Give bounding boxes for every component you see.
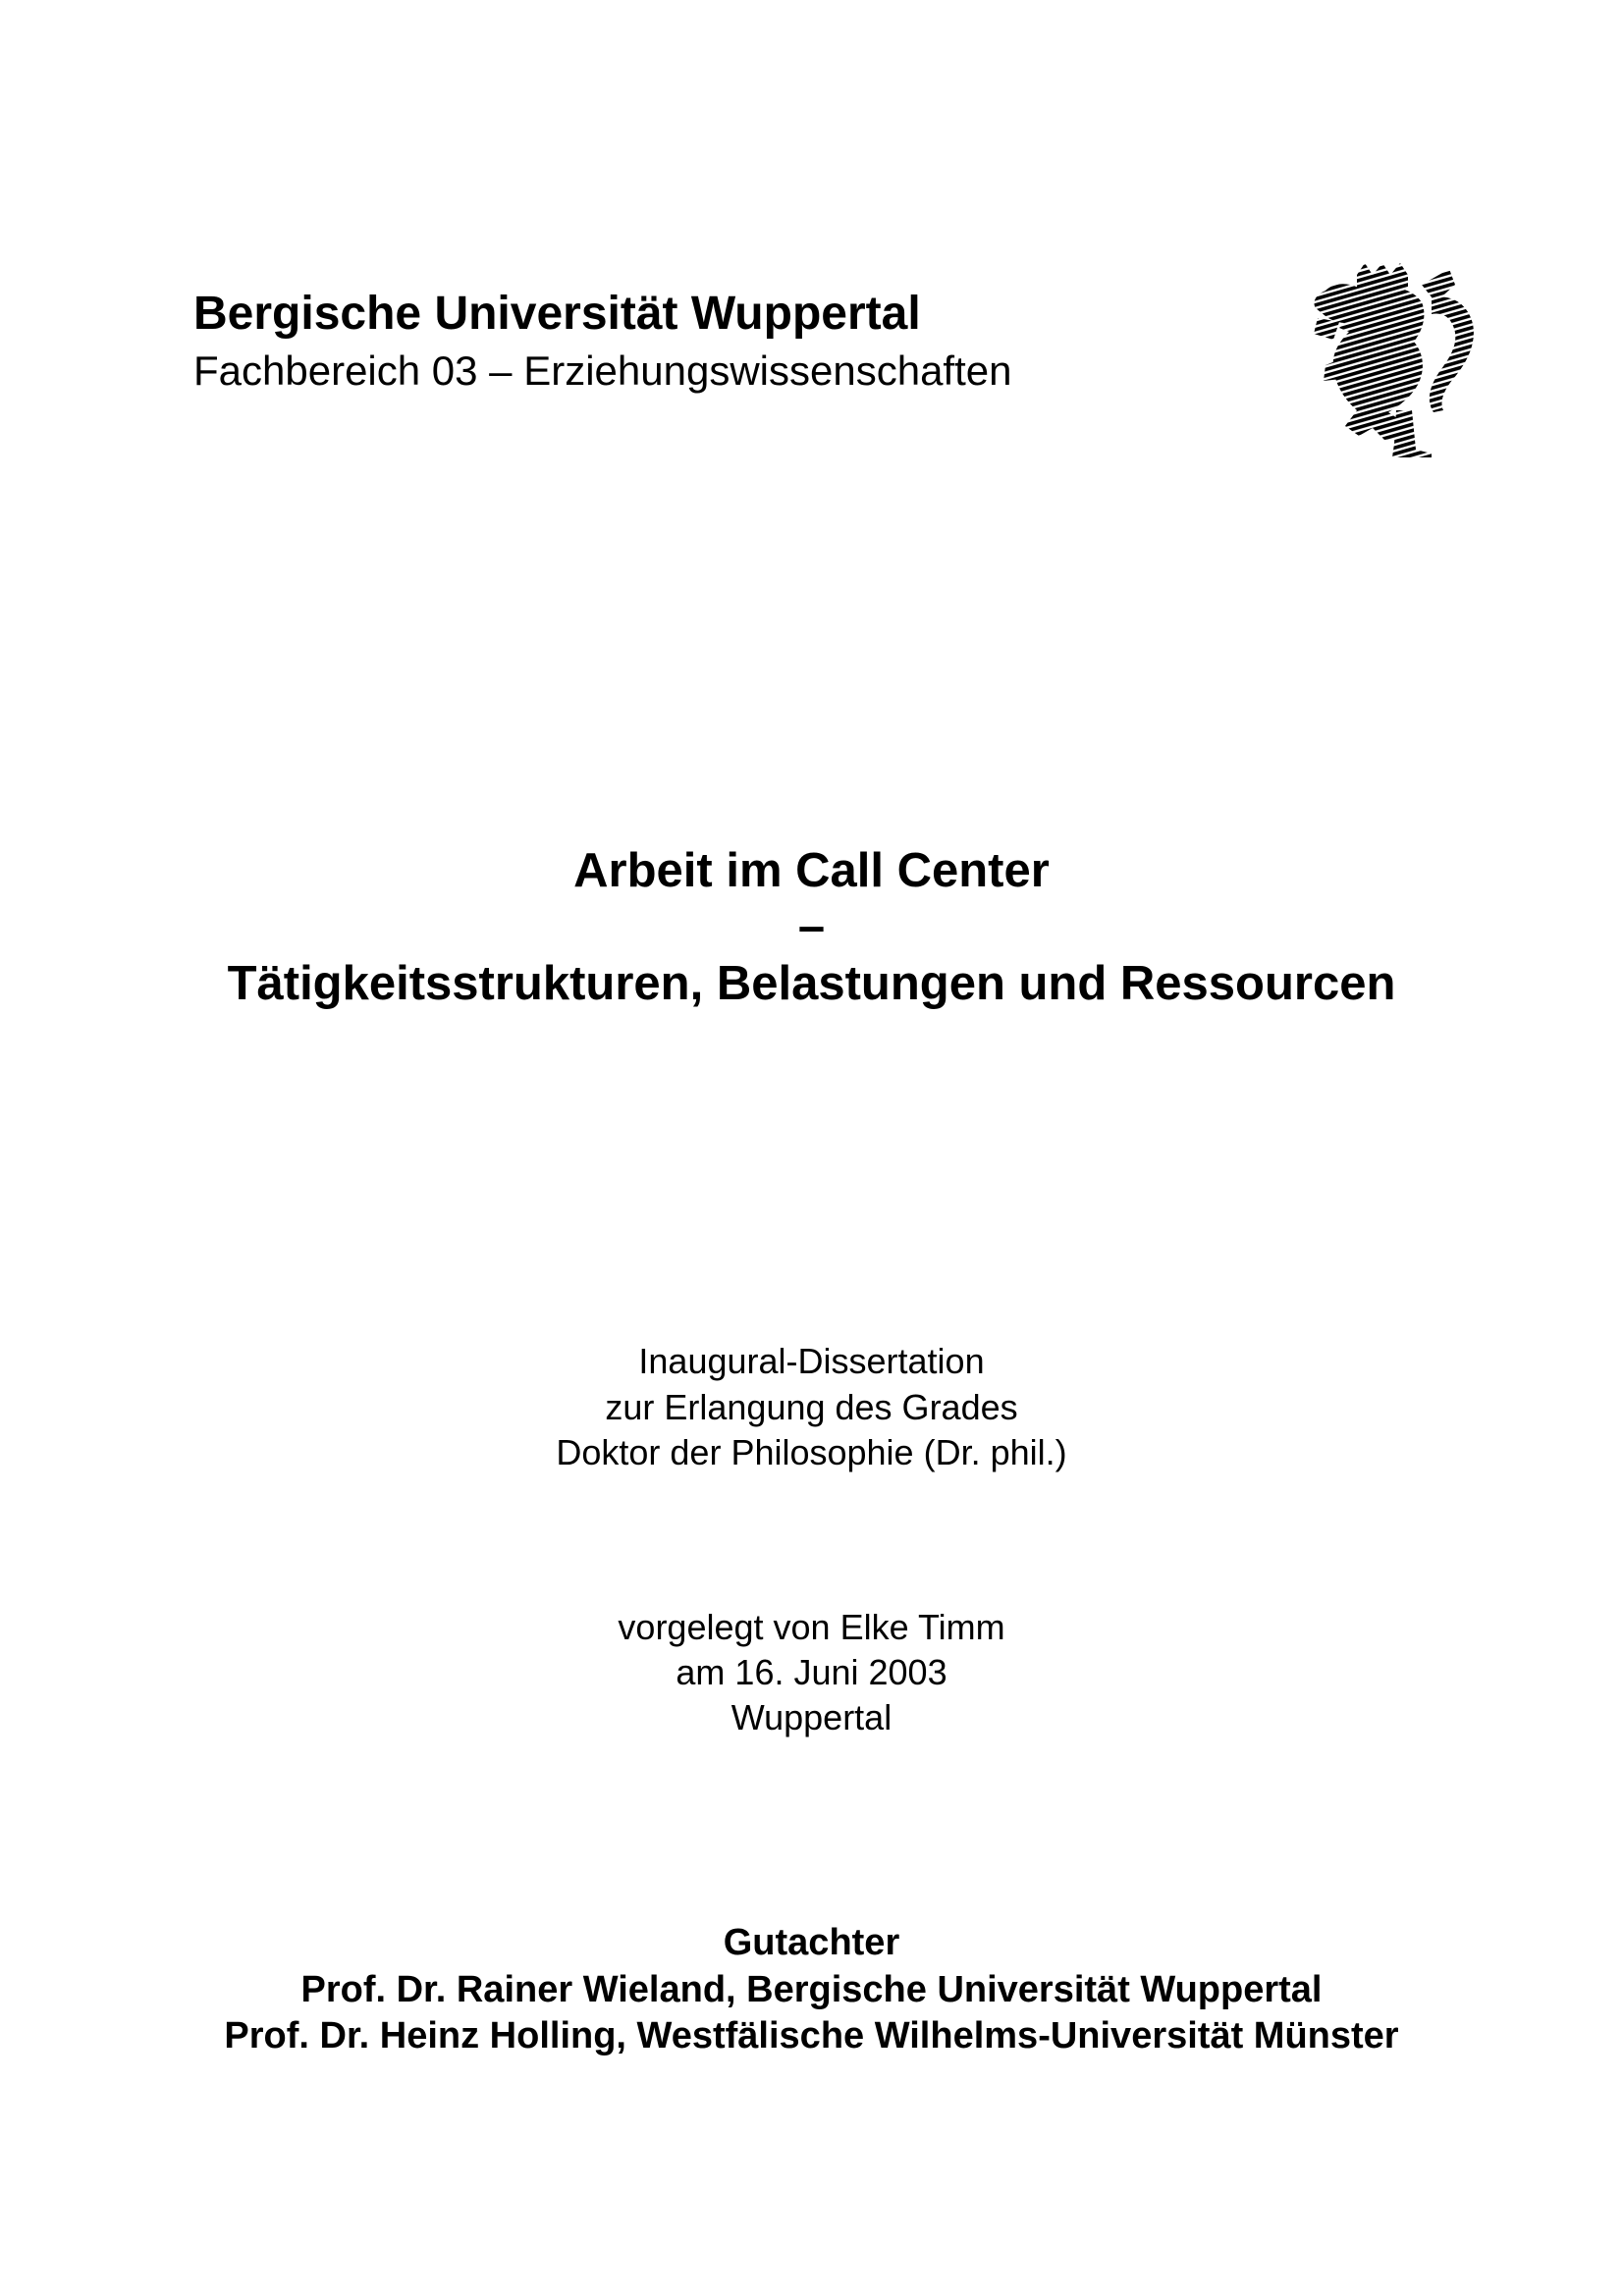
wuppertal-lion-logo-icon bbox=[1306, 263, 1483, 457]
referee-1: Prof. Dr. Rainer Wieland, Bergische Universität Wuppertal bbox=[300, 1969, 1323, 2010]
title-line-2: Tätigkeitsstrukturen, Belastungen und Ressourcen bbox=[227, 957, 1396, 1010]
department-name: Fachbereich 03 – Erziehungswissenschaften bbox=[193, 347, 1012, 394]
title-separator: – bbox=[797, 900, 826, 953]
university-name: Bergische Universität Wuppertal bbox=[193, 288, 921, 340]
dissertation-line-3: Doktor der Philosophie (Dr. phil.) bbox=[556, 1432, 1067, 1472]
author-line: vorgelegt von Elke Timm bbox=[618, 1607, 1005, 1647]
date-line: am 16. Juni 2003 bbox=[676, 1652, 947, 1692]
title-line-1: Arbeit im Call Center bbox=[573, 844, 1050, 897]
place-line: Wuppertal bbox=[730, 1697, 893, 1737]
referees-heading: Gutachter bbox=[723, 1922, 900, 1963]
dissertation-line-1: Inaugural-Dissertation bbox=[638, 1341, 985, 1381]
dissertation-line-2: zur Erlangung des Grades bbox=[605, 1387, 1018, 1427]
referee-2: Prof. Dr. Heinz Holling, Westfälische Wilhelms-Universität Münster bbox=[224, 2015, 1399, 2056]
